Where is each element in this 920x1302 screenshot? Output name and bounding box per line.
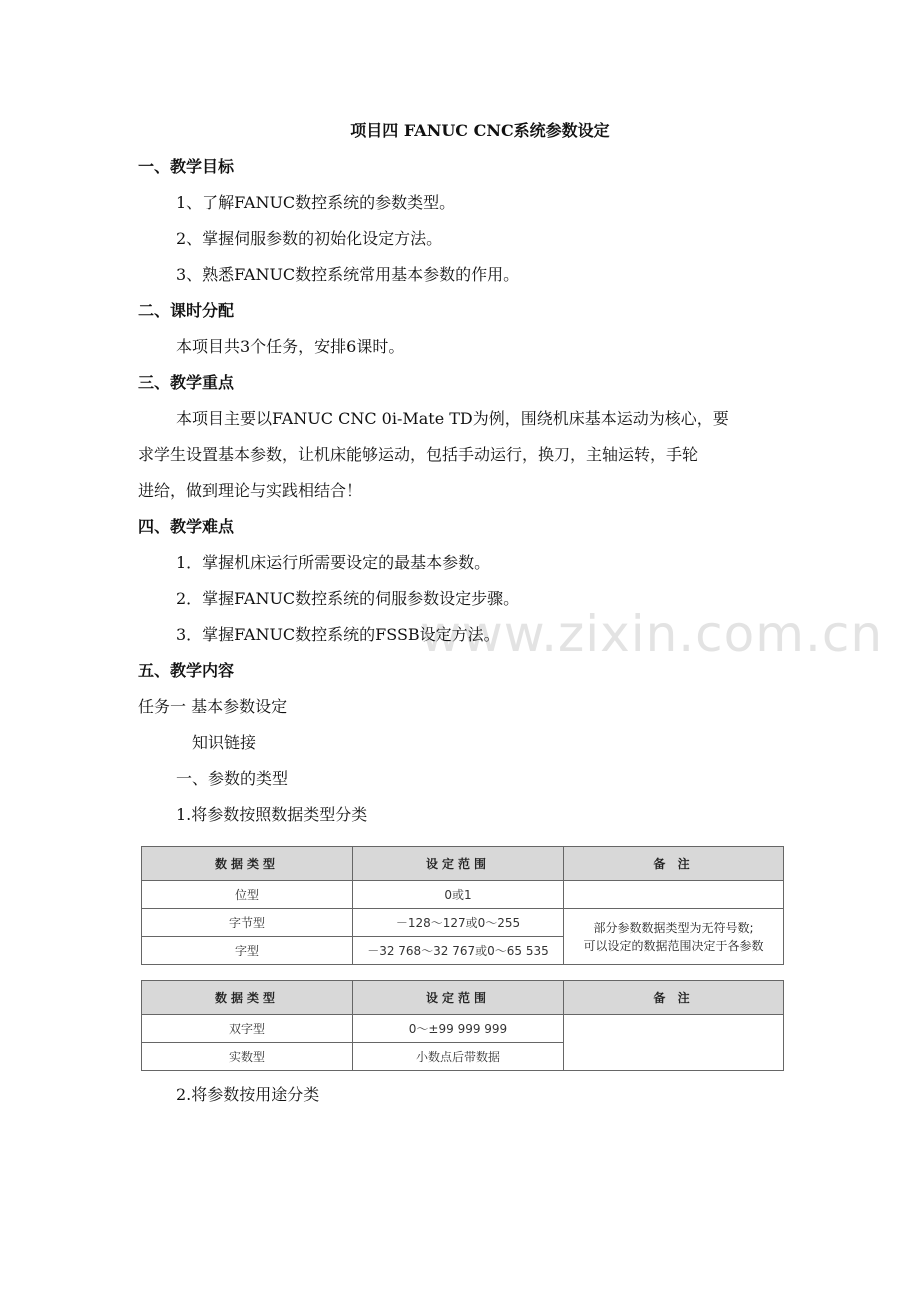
header-range: 设定范围 bbox=[353, 847, 564, 881]
objective-item: 1、了解FANUC数控系统的参数类型。 bbox=[176, 193, 456, 212]
table-header-row bbox=[142, 847, 784, 881]
header-data-type: 数据类型 bbox=[142, 981, 353, 1015]
header-note: 备 注 bbox=[564, 981, 784, 1015]
task-title: 任务一 基本参数设定 bbox=[138, 697, 288, 716]
section-heading-difficulties: 四、教学难点 bbox=[138, 517, 235, 536]
page-title: 项目四 FANUC CNC系统参数设定 bbox=[350, 121, 610, 140]
header-range: 设定范围 bbox=[353, 981, 564, 1015]
cell-type: 字型 bbox=[142, 937, 353, 965]
header-data-type: 数据类型 bbox=[142, 847, 353, 881]
subheading-parameter-types: 一、参数的类型 bbox=[176, 769, 289, 788]
subheading-by-data-type: 1.将参数按照数据类型分类 bbox=[176, 805, 368, 824]
cell-type: 实数型 bbox=[142, 1043, 353, 1071]
data-type-table-1 bbox=[141, 846, 784, 965]
difficulty-item: 1．掌握机床运行所需要设定的最基本参数。 bbox=[176, 553, 491, 572]
section-heading-key-points: 三、教学重点 bbox=[138, 373, 235, 392]
hours-text: 本项目共3个任务，安排6课时。 bbox=[176, 337, 405, 356]
cell-type: 字节型 bbox=[142, 909, 353, 937]
cell-note-empty bbox=[564, 1015, 784, 1071]
table-row bbox=[142, 881, 784, 909]
key-points-line: 进给，做到理论与实践相结合！ bbox=[138, 481, 363, 500]
cell-range: 0或1 bbox=[353, 881, 564, 909]
section-heading-hours: 二、课时分配 bbox=[138, 301, 235, 320]
difficulty-item: 2．掌握FANUC数控系统的伺服参数设定步骤。 bbox=[176, 589, 520, 608]
note-line: 部分参数数据类型为无符号数; bbox=[593, 920, 754, 935]
watermark: www.zixin.com.cn bbox=[420, 605, 884, 663]
cell-note-empty bbox=[564, 881, 784, 909]
table-row bbox=[142, 1015, 784, 1043]
subheading-by-usage: 2.将参数按用途分类 bbox=[176, 1085, 320, 1104]
header-note: 备 注 bbox=[564, 847, 784, 881]
key-points-line: 本项目主要以FANUC CNC 0i-Mate TD为例，围绕机床基本运动为核心，要 bbox=[176, 409, 729, 428]
objective-item: 2、掌握伺服参数的初始化设定方法。 bbox=[176, 229, 443, 248]
difficulty-item: 3．掌握FANUC数控系统的FSSB设定方法。 bbox=[176, 625, 500, 644]
cell-range: 0～±99 999 999 bbox=[353, 1015, 564, 1043]
cell-range: －128～127或0～255 bbox=[353, 909, 564, 937]
cell-range: 小数点后带数据 bbox=[353, 1043, 564, 1071]
table-row bbox=[142, 909, 784, 937]
section-heading-objectives: 一、教学目标 bbox=[138, 157, 235, 176]
data-type-table-2 bbox=[141, 980, 784, 1071]
objective-item: 3、熟悉FANUC数控系统常用基本参数的作用。 bbox=[176, 265, 520, 284]
knowledge-link: 知识链接 bbox=[192, 733, 257, 752]
cell-type: 双字型 bbox=[142, 1015, 353, 1043]
table-header-row bbox=[142, 981, 784, 1015]
cell-type: 位型 bbox=[142, 881, 353, 909]
section-heading-content: 五、教学内容 bbox=[138, 661, 235, 680]
cell-note bbox=[564, 909, 784, 965]
key-points-line: 求学生设置基本参数，让机床能够运动，包括手动运行，换刀，主轴运转，手轮 bbox=[138, 445, 699, 464]
note-line: 可以设定的数据范围决定于各参数 bbox=[583, 938, 764, 953]
cell-range: －32 768～32 767或0～65 535 bbox=[353, 937, 564, 965]
